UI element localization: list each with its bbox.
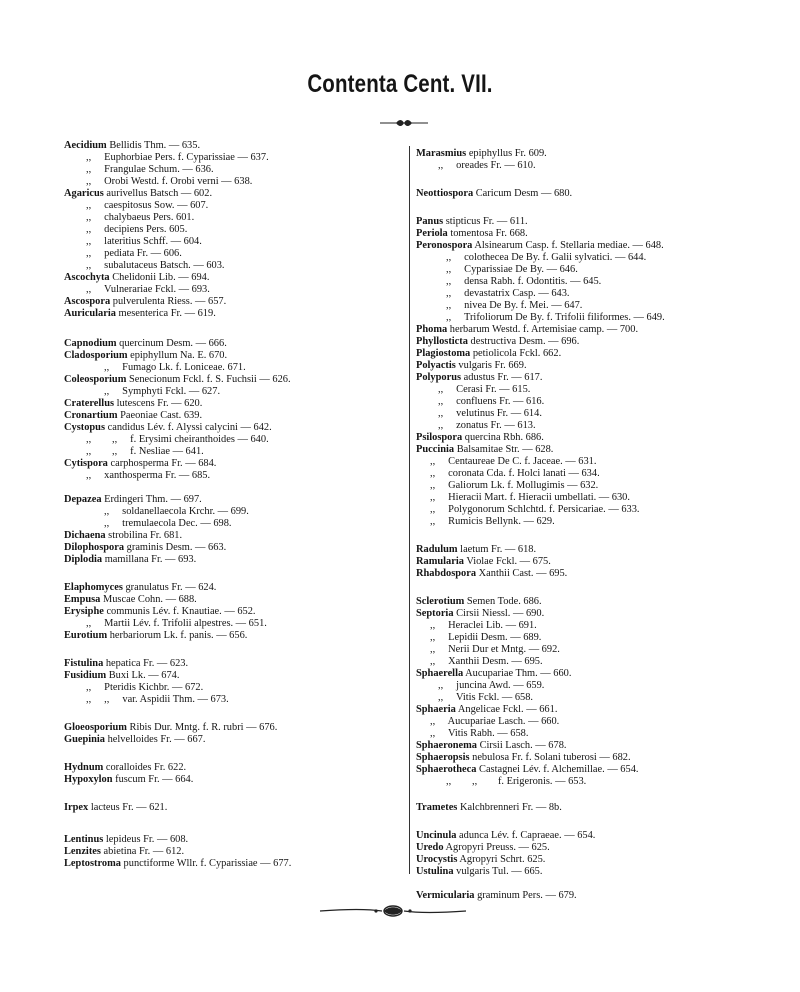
genus-name: Radulum bbox=[416, 544, 458, 555]
index-entry bbox=[416, 568, 567, 580]
entry-text: punctiforme Wllr. f. Cyparissiae — 677. bbox=[120, 858, 292, 869]
entry-text: graminis Desm. — 663. bbox=[124, 542, 227, 553]
index-entry bbox=[64, 188, 212, 200]
index-entry bbox=[64, 834, 188, 846]
index-entry bbox=[86, 694, 229, 706]
entry-text: ,, ,, f. Erysimi cheiranthoides — 640. bbox=[86, 434, 269, 445]
entry-text: ,, Rumicis Bellynk. — 629. bbox=[430, 516, 555, 527]
entry-text: ,, devastatrix Casp. — 643. bbox=[446, 288, 570, 299]
index-entry bbox=[416, 348, 561, 360]
genus-name: Diplodia bbox=[64, 554, 103, 565]
entry-text: ,, juncina Awd. — 659. bbox=[438, 680, 545, 691]
entry-text: ,, Fumago Lk. f. Loniceae. 671. bbox=[104, 362, 246, 373]
column-divider bbox=[409, 146, 410, 874]
genus-name: Phyllosticta bbox=[416, 336, 468, 347]
entry-text: Semen Tode. 686. bbox=[464, 596, 542, 607]
genus-name: Empusa bbox=[64, 594, 101, 605]
genus-name: Septoria bbox=[416, 608, 454, 619]
index-entry bbox=[416, 544, 536, 556]
genus-name: Urocystis bbox=[416, 854, 458, 865]
index-entry bbox=[64, 802, 167, 814]
genus-name: Trametes bbox=[416, 802, 458, 813]
entry-text: Cirsii Lasch. — 678. bbox=[477, 740, 567, 751]
entry-text: ,, Martii Lév. f. Trifolii alpestres. — 651. bbox=[86, 618, 267, 629]
entry-text: ,, nivea De By. f. Mei. — 647. bbox=[446, 300, 583, 311]
genus-name: Erysiphe bbox=[64, 606, 104, 617]
genus-name: Fistulina bbox=[64, 658, 104, 669]
index-entry bbox=[438, 680, 544, 692]
index-entry bbox=[64, 398, 202, 410]
entry-text: Buxi Lk. — 674. bbox=[106, 670, 180, 681]
entry-text: ,, densa Rabh. f. Odontitis. — 645. bbox=[446, 276, 602, 287]
entry-text: ,, Vulnerariae Fckl. — 693. bbox=[86, 284, 210, 295]
entry-text: fuscum Fr. — 664. bbox=[112, 774, 194, 785]
index-entry bbox=[430, 644, 560, 656]
entry-text: adunca Lév. f. Capraeae. — 654. bbox=[456, 830, 596, 841]
genus-name: Plagiostoma bbox=[416, 348, 471, 359]
index-entry bbox=[430, 504, 640, 516]
genus-name: Ramularia bbox=[416, 556, 464, 567]
genus-name: Dilophospora bbox=[64, 542, 125, 553]
entry-text: vulgaris Fr. 669. bbox=[455, 360, 527, 371]
index-entry bbox=[86, 470, 210, 482]
genus-name: Leptostroma bbox=[64, 858, 121, 869]
genus-name: Hydnum bbox=[64, 762, 104, 773]
index-entry bbox=[430, 728, 528, 740]
index-entry bbox=[64, 458, 216, 470]
index-entry bbox=[430, 620, 537, 632]
index-entry bbox=[416, 764, 639, 776]
genus-name: Panus bbox=[416, 216, 444, 227]
entry-text: epiphyllum Na. E. 670. bbox=[127, 350, 228, 361]
index-entry bbox=[86, 176, 252, 188]
genus-name: Coleosporium bbox=[64, 374, 127, 385]
genus-name: Marasmius bbox=[416, 148, 467, 159]
entry-text: mamillana Fr. — 693. bbox=[102, 554, 197, 565]
index-entry bbox=[430, 516, 555, 528]
index-entry bbox=[64, 140, 200, 152]
entry-text: Angelicae Fckl. — 661. bbox=[455, 704, 558, 715]
index-entry bbox=[64, 774, 193, 786]
index-entry bbox=[446, 776, 586, 788]
entry-text: Chelidonii Lib. — 694. bbox=[109, 272, 210, 283]
index-entry bbox=[416, 148, 547, 160]
entry-text: helvelloides Fr. — 667. bbox=[105, 734, 206, 745]
entry-text: Caricum Desm — 680. bbox=[473, 188, 573, 199]
index-entry bbox=[416, 608, 544, 620]
entry-text: ,, lateritius Schff. — 604. bbox=[86, 236, 202, 247]
genus-name: Auricularia bbox=[64, 308, 116, 319]
entry-text: ,, pediata Fr. — 606. bbox=[86, 248, 182, 259]
index-entry bbox=[416, 802, 562, 814]
entry-text: adustus Fr. — 617. bbox=[461, 372, 543, 383]
genus-name: Ascospora bbox=[64, 296, 111, 307]
index-entry bbox=[416, 188, 572, 200]
entry-text: Kalchbrenneri Fr. — 8b. bbox=[457, 802, 562, 813]
genus-name: Sphaeria bbox=[416, 704, 456, 715]
index-entry bbox=[416, 324, 638, 336]
index-entry bbox=[104, 518, 232, 530]
index-entry bbox=[416, 216, 528, 228]
genus-name: Gloeosporium bbox=[64, 722, 127, 733]
entry-text: Muscae Cohn. — 688. bbox=[100, 594, 197, 605]
entry-text: ,, oreades Fr. — 610. bbox=[438, 160, 536, 171]
index-entry bbox=[416, 360, 527, 372]
index-entry bbox=[64, 338, 227, 350]
index-entry bbox=[416, 854, 545, 866]
genus-name: Polyporus bbox=[416, 372, 462, 383]
index-entry bbox=[86, 224, 187, 236]
entry-text: ,, ,, f. Erigeronis. — 653. bbox=[446, 776, 587, 787]
genus-name: Uncinula bbox=[416, 830, 457, 841]
entry-text: abietina Fr. — 612. bbox=[100, 846, 185, 857]
index-entry bbox=[86, 618, 267, 630]
entry-text: ,, Vitis Fckl. — 658. bbox=[438, 692, 534, 703]
genus-name: Cytispora bbox=[64, 458, 108, 469]
entry-text: vulgaris Tul. — 665. bbox=[453, 866, 543, 877]
genus-name: Lentinus bbox=[64, 834, 104, 845]
index-entry bbox=[64, 722, 277, 734]
index-entry bbox=[430, 456, 596, 468]
index-entry bbox=[416, 830, 595, 842]
index-entry bbox=[416, 842, 550, 854]
genus-name: Ustulina bbox=[416, 866, 454, 877]
index-entry bbox=[430, 468, 600, 480]
genus-name: Cystopus bbox=[64, 422, 105, 433]
index-entry bbox=[86, 236, 202, 248]
index-entry bbox=[430, 716, 559, 728]
index-entry bbox=[438, 420, 536, 432]
index-entry bbox=[416, 444, 553, 456]
entry-text: ,, Heraclei Lib. — 691. bbox=[430, 620, 537, 631]
index-entry bbox=[64, 846, 184, 858]
genus-name: Capnodium bbox=[64, 338, 117, 349]
index-entry bbox=[64, 350, 227, 362]
index-entry bbox=[64, 308, 216, 320]
index-entry bbox=[430, 632, 541, 644]
index-entry bbox=[416, 432, 544, 444]
genus-name: Sclerotium bbox=[416, 596, 465, 607]
genus-name: Uredo bbox=[416, 842, 444, 853]
index-entry bbox=[430, 480, 598, 492]
entry-text: ,, xanthosperma Fr. — 685. bbox=[86, 470, 211, 481]
index-entry bbox=[438, 408, 542, 420]
entry-text: lepideus Fr. — 608. bbox=[103, 834, 189, 845]
index-entry bbox=[64, 630, 247, 642]
entry-text: destructiva Desm. — 696. bbox=[467, 336, 580, 347]
entry-text: ,, Frangulae Schum. — 636. bbox=[86, 164, 214, 175]
genus-name: Irpex bbox=[64, 802, 89, 813]
index-entry bbox=[416, 890, 577, 902]
entry-text: ,, colothecea De By. f. Galii sylvatici. — 644. bbox=[446, 252, 647, 263]
index-entry bbox=[104, 506, 249, 518]
genus-name: Lenzites bbox=[64, 846, 101, 857]
index-entry bbox=[104, 362, 246, 374]
index-entry bbox=[86, 200, 208, 212]
index-entry bbox=[438, 160, 536, 172]
genus-name: Psilospora bbox=[416, 432, 463, 443]
genus-name: Periola bbox=[416, 228, 448, 239]
genus-name: Depazea bbox=[64, 494, 102, 505]
index-entry bbox=[416, 556, 551, 568]
index-entry bbox=[438, 384, 530, 396]
entry-text: Senecionum Fckl. f. S. Fuchsii — 626. bbox=[126, 374, 291, 385]
index-entry bbox=[438, 692, 533, 704]
entry-text: granulatus Fr. — 624. bbox=[122, 582, 217, 593]
index-entry bbox=[64, 670, 179, 682]
entry-text: ,, Cerasi Fr. — 615. bbox=[438, 384, 531, 395]
entry-text: Agropyri Schrt. 625. bbox=[457, 854, 546, 865]
entry-text: ,, tremulaecola Dec. — 698. bbox=[104, 518, 232, 529]
entry-text: ,, ,, f. Nesliae — 641. bbox=[86, 446, 204, 457]
index-entry bbox=[416, 668, 571, 680]
entry-text: Agropyri Preuss. — 625. bbox=[443, 842, 550, 853]
genus-name: Agaricus bbox=[64, 188, 104, 199]
genus-name: Cladosporium bbox=[64, 350, 128, 361]
entry-text: ,, Aucupariae Lasch. — 660. bbox=[430, 716, 560, 727]
entry-text: carphosperma Fr. — 684. bbox=[107, 458, 217, 469]
index-entry bbox=[416, 704, 557, 716]
page-title: Contenta Cent. VII. bbox=[307, 70, 493, 98]
index-entry bbox=[416, 752, 631, 764]
entry-text: ,, Trifoliorum De By. f. Trifolii filiformes. — 649. bbox=[446, 312, 665, 323]
entry-text: stipticus Fr. — 611. bbox=[443, 216, 528, 227]
index-entry bbox=[64, 374, 291, 386]
entry-text: pulverulenta Riess. — 657. bbox=[110, 296, 227, 307]
entry-text: tomentosa Fr. 668. bbox=[447, 228, 528, 239]
entry-text: Aucupariae Thm. — 660. bbox=[463, 668, 572, 679]
index-entry bbox=[446, 264, 578, 276]
entry-text: ,, Centaureae De C. f. Jaceae. — 631. bbox=[430, 456, 597, 467]
genus-name: Neottiospora bbox=[416, 188, 474, 199]
entry-text: ,, Nerii Dur et Mntg. — 692. bbox=[430, 644, 560, 655]
entry-text: ,, confluens Fr. — 616. bbox=[438, 396, 545, 407]
ornament-tailpiece-icon bbox=[318, 903, 468, 919]
entry-text: ,, velutinus Fr. — 614. bbox=[438, 408, 542, 419]
entry-text: Bellidis Thm. — 635. bbox=[106, 140, 201, 151]
entry-text: ,, Xanthii Desm. — 695. bbox=[430, 656, 543, 667]
genus-name: Sphaeropsis bbox=[416, 752, 470, 763]
index-entry bbox=[416, 372, 542, 384]
genus-name: Sphaeronema bbox=[416, 740, 478, 751]
entry-text: ,, Cyparissiae De By. — 646. bbox=[446, 264, 578, 275]
entry-text: ,, chalybaeus Pers. 601. bbox=[86, 212, 195, 223]
genus-name: Polyactis bbox=[416, 360, 456, 371]
entry-text: ,, Galiorum Lk. f. Mollugimis — 632. bbox=[430, 480, 599, 491]
genus-name: Hypoxylon bbox=[64, 774, 113, 785]
index-entry bbox=[64, 606, 256, 618]
index-entry bbox=[430, 492, 630, 504]
genus-name: Cronartium bbox=[64, 410, 118, 421]
index-entry bbox=[416, 596, 542, 608]
entry-text: Violae Fckl. — 675. bbox=[463, 556, 551, 567]
entry-text: mesenterica Fr. — 619. bbox=[115, 308, 216, 319]
entry-text: Castagnei Lév. f. Alchemillae. — 654. bbox=[476, 764, 639, 775]
entry-text: ,, Lepidii Desm. — 689. bbox=[430, 632, 542, 643]
index-entry bbox=[416, 740, 566, 752]
index-entry bbox=[446, 312, 665, 324]
ornament-divider-icon bbox=[380, 118, 428, 128]
entry-text: Balsamitae Str. — 628. bbox=[454, 444, 554, 455]
index-entry bbox=[416, 336, 579, 348]
genus-name: Fusidium bbox=[64, 670, 107, 681]
index-entry bbox=[446, 252, 646, 264]
index-entry bbox=[64, 542, 226, 554]
index-entry bbox=[86, 446, 204, 458]
index-entry bbox=[64, 658, 188, 670]
genus-name: Rhabdospora bbox=[416, 568, 477, 579]
index-entry bbox=[86, 682, 203, 694]
entry-text: ,, soldanellaecola Krchr. — 699. bbox=[104, 506, 249, 517]
genus-name: Phoma bbox=[416, 324, 448, 335]
entry-text: Erdingeri Thm. — 697. bbox=[101, 494, 202, 505]
index-entry bbox=[86, 434, 269, 446]
entry-text: ,, Hieracii Mart. f. Hieracii umbellati. — 630. bbox=[430, 492, 630, 503]
genus-name: Guepinia bbox=[64, 734, 105, 745]
entry-text: Ribis Dur. Mntg. f. R. rubri — 676. bbox=[126, 722, 278, 733]
entry-text: nebulosa Fr. f. Solani tuberosi — 682. bbox=[469, 752, 631, 763]
index-entry bbox=[86, 260, 225, 272]
entry-text: communis Lév. f. Knautiae. — 652. bbox=[103, 606, 256, 617]
entry-text: ,, Euphorbiae Pers. f. Cyparissiae — 637. bbox=[86, 152, 269, 163]
entry-text: quercinum Desm. — 666. bbox=[116, 338, 227, 349]
entry-text: ,, zonatus Fr. — 613. bbox=[438, 420, 536, 431]
entry-text: hepatica Fr. — 623. bbox=[103, 658, 189, 669]
entry-text: ,, Symphyti Fckl. — 627. bbox=[104, 386, 221, 397]
index-entry bbox=[446, 288, 570, 300]
entry-text: candidus Lév. f. Alyssi calycini — 642. bbox=[105, 422, 272, 433]
index-entry bbox=[104, 386, 220, 398]
entry-text: ,, Orobi Westd. f. Orobi verni — 638. bbox=[86, 176, 253, 187]
entry-text: ,, decipiens Pers. 605. bbox=[86, 224, 188, 235]
index-entry bbox=[438, 396, 544, 408]
index-entry bbox=[64, 422, 272, 434]
genus-name: Craterellus bbox=[64, 398, 115, 409]
entry-text: ,, coronata Cda. f. Holci lanati — 634. bbox=[430, 468, 600, 479]
entry-text: ,, caespitosus Sow. — 607. bbox=[86, 200, 209, 211]
index-entry bbox=[64, 530, 182, 542]
index-entry bbox=[446, 276, 601, 288]
entry-text: petiolicola Fckl. 662. bbox=[470, 348, 562, 359]
genus-name: Ascochyta bbox=[64, 272, 110, 283]
entry-text: Cirsii Niessl. — 690. bbox=[453, 608, 545, 619]
index-entry bbox=[64, 858, 291, 870]
entry-text: strobilina Fr. 681. bbox=[105, 530, 183, 541]
entry-text: ,, Vitis Rabh. — 658. bbox=[430, 728, 529, 739]
entry-text: quercina Rbh. 686. bbox=[462, 432, 544, 443]
entry-text: ,, Pteridis Kichbr. — 672. bbox=[86, 682, 204, 693]
index-entry bbox=[64, 554, 196, 566]
entry-text: Paeoniae Cast. 639. bbox=[117, 410, 203, 421]
index-entry bbox=[64, 296, 226, 308]
genus-name: Dichaena bbox=[64, 530, 106, 541]
entry-text: Alsinearum Casp. f. Stellaria mediae. — 648. bbox=[472, 240, 664, 251]
genus-name: Vermicularia bbox=[416, 890, 475, 901]
index-entry bbox=[64, 762, 186, 774]
entry-text: aurivellus Batsch — 602. bbox=[103, 188, 213, 199]
entry-text: Xanthii Cast. — 695. bbox=[476, 568, 568, 579]
index-entry bbox=[64, 582, 216, 594]
index-entry bbox=[416, 866, 542, 878]
index-entry bbox=[64, 594, 197, 606]
index-entry bbox=[64, 734, 205, 746]
index-entry bbox=[64, 272, 209, 284]
index-entry bbox=[64, 494, 202, 506]
index-entry bbox=[86, 284, 210, 296]
entry-text: herbariorum Lk. f. panis. — 656. bbox=[107, 630, 248, 641]
index-entry bbox=[446, 300, 582, 312]
genus-name: Aecidium bbox=[64, 140, 107, 151]
entry-text: lacteus Fr. — 621. bbox=[88, 802, 168, 813]
index-entry bbox=[86, 212, 194, 224]
entry-text: herbarum Westd. f. Artemisiae camp. — 700. bbox=[447, 324, 639, 335]
entry-text: ,, ,, var. Aspidii Thm. — 673. bbox=[86, 694, 229, 705]
entry-text: laetum Fr. — 618. bbox=[457, 544, 537, 555]
index-entry bbox=[416, 228, 528, 240]
entry-text: ,, subalutaceus Batsch. — 603. bbox=[86, 260, 225, 271]
genus-name: Eurotium bbox=[64, 630, 108, 641]
entry-text: lutescens Fr. — 620. bbox=[114, 398, 203, 409]
index-entry bbox=[416, 240, 664, 252]
entry-text: ,, Polygonorum Schlchtd. f. Persicariae. — 633. bbox=[430, 504, 640, 515]
index-entry bbox=[86, 152, 269, 164]
genus-name: Puccinia bbox=[416, 444, 455, 455]
genus-name: Sphaerotheca bbox=[416, 764, 477, 775]
entry-text: epiphyllus Fr. 609. bbox=[466, 148, 547, 159]
index-entry bbox=[86, 164, 214, 176]
genus-name: Sphaerella bbox=[416, 668, 464, 679]
entry-text: coralloides Fr. 622. bbox=[103, 762, 187, 773]
genus-name: Elaphomyces bbox=[64, 582, 123, 593]
genus-name: Peronospora bbox=[416, 240, 473, 251]
index-entry bbox=[64, 410, 202, 422]
index-entry bbox=[430, 656, 543, 668]
index-entry bbox=[86, 248, 182, 260]
entry-text: graminum Pers. — 679. bbox=[474, 890, 577, 901]
